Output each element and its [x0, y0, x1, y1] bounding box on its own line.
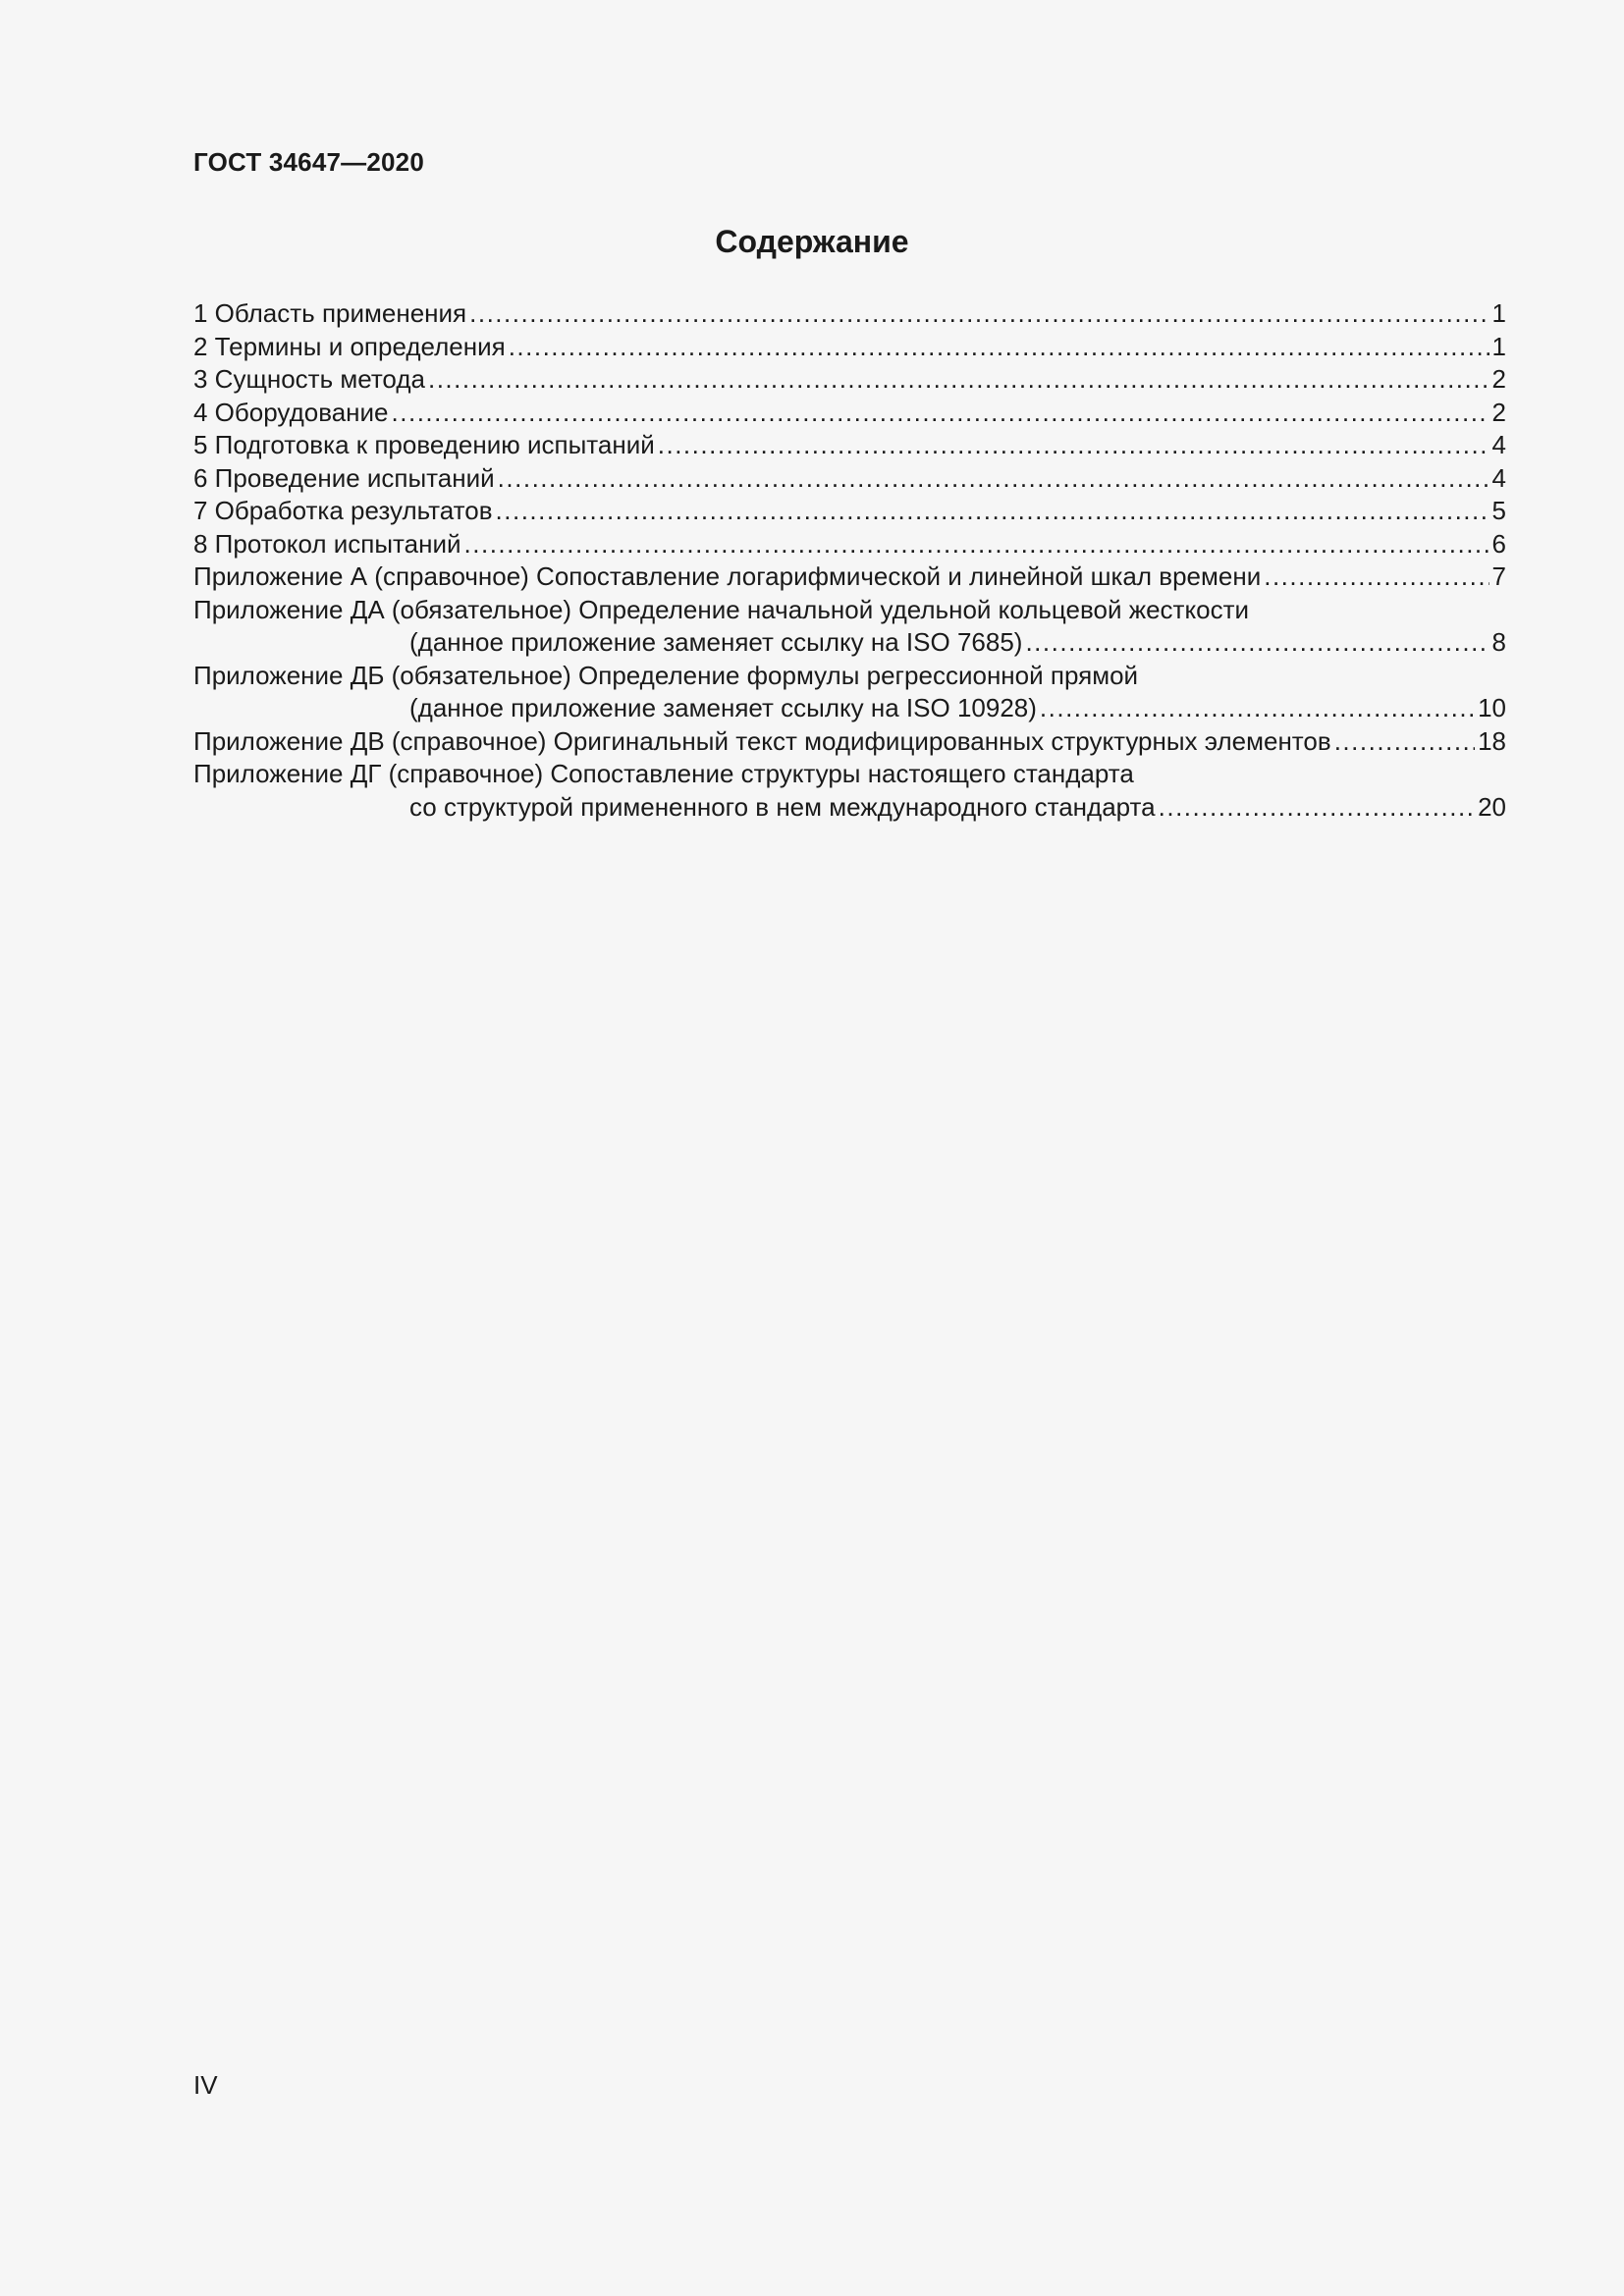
toc-entry-page: 18: [1478, 725, 1506, 756]
toc-entry[interactable]: [193, 495, 1506, 528]
toc-entry-continuation[interactable]: [193, 791, 1506, 825]
toc-leader-dots: [1040, 692, 1475, 725]
toc-entry-label-continued: (данное приложение заменяет ссылку на ISO 10928): [409, 693, 1037, 722]
toc-entry-page: 4: [1491, 462, 1506, 493]
toc-entry-page: 5: [1491, 496, 1506, 525]
toc-entry-page: 1: [1491, 331, 1506, 361]
toc-entry-label: Приложение ДВ (справочное) Оригинальный текст модифицированных структурных элементов: [193, 725, 1331, 756]
toc-entry-continuation[interactable]: [193, 626, 1506, 660]
toc-entry[interactable]: [193, 725, 1506, 759]
toc-entry-page: 4: [1491, 430, 1506, 459]
toc-leader-dots: [392, 397, 1489, 430]
toc-entry[interactable]: [193, 331, 1506, 364]
toc-leader-dots: [496, 495, 1489, 528]
toc-entry[interactable]: [193, 363, 1506, 397]
toc-entry-page: 2: [1491, 364, 1506, 394]
toc-entry-label: Приложение ДА (обязательное) Определение начальной удельной кольцевой жесткости: [193, 594, 1250, 624]
toc-entry-label-continued: со структурой примененного в нем международного стандарта: [409, 791, 1156, 822]
toc-entry-label: Приложение ДБ (обязательное) Определение формулы регрессионной прямой: [193, 660, 1139, 690]
toc-leader-dots: [498, 462, 1489, 496]
toc-leader-dots: [1264, 561, 1489, 594]
toc-entry-label: 5 Подготовка к проведению испытаний: [193, 430, 655, 459]
toc-leader-dots: [464, 528, 1489, 561]
toc-entry-label: 1 Область применения: [193, 298, 467, 328]
toc-leader-dots: [428, 363, 1489, 397]
toc-leader-dots: [469, 297, 1489, 331]
toc-entry-label-continued: (данное приложение заменяет ссылку на ISO 7685): [409, 627, 1023, 657]
toc-entry-continuation[interactable]: [193, 692, 1506, 725]
toc-entry-page: 10: [1478, 693, 1506, 722]
toc-entry[interactable]: [193, 660, 1506, 693]
toc-entry[interactable]: [193, 758, 1506, 791]
document-code: ГОСТ 34647—2020: [193, 147, 424, 177]
toc-entry[interactable]: [193, 594, 1506, 627]
toc-leader-dots: [1159, 791, 1475, 825]
toc-entry[interactable]: [193, 561, 1506, 594]
toc-entry-page: 1: [1491, 298, 1506, 328]
toc-entry-label: 4 Оборудование: [193, 397, 389, 427]
toc-entry-page: 6: [1491, 528, 1506, 559]
toc-entry-page: 20: [1478, 791, 1506, 822]
toc-title: Содержание: [715, 224, 909, 259]
toc-entry-page: 7: [1491, 561, 1506, 591]
toc-entry-label: 7 Обработка результатов: [193, 496, 493, 525]
toc-entry-label: Приложение А (справочное) Сопоставление логарифмической и линейной шкал времени: [193, 561, 1262, 591]
page-number: IV: [193, 2070, 218, 2100]
toc-leader-dots: [509, 331, 1489, 364]
toc-entry[interactable]: [193, 528, 1506, 561]
toc-entry-label: 6 Проведение испытаний: [193, 462, 495, 493]
toc-entry-page: 8: [1491, 627, 1506, 657]
toc-entry[interactable]: [193, 429, 1506, 462]
toc-entry-label: 2 Термины и определения: [193, 331, 506, 361]
toc-leader-dots: [1334, 725, 1475, 759]
toc-entry-label: Приложение ДГ (справочное) Сопоставление структуры настоящего стандарта: [193, 759, 1134, 788]
toc-leader-dots: [658, 429, 1489, 462]
toc-entry-page: 2: [1491, 397, 1506, 427]
toc-leader-dots: [1025, 626, 1489, 660]
table-of-contents: [193, 297, 1506, 824]
toc-entry-label: 3 Сущность метода: [193, 364, 425, 394]
toc-entry[interactable]: [193, 462, 1506, 496]
toc-entry-label: 8 Протокол испытаний: [193, 528, 461, 559]
toc-entry[interactable]: [193, 297, 1506, 331]
toc-entry[interactable]: [193, 397, 1506, 430]
